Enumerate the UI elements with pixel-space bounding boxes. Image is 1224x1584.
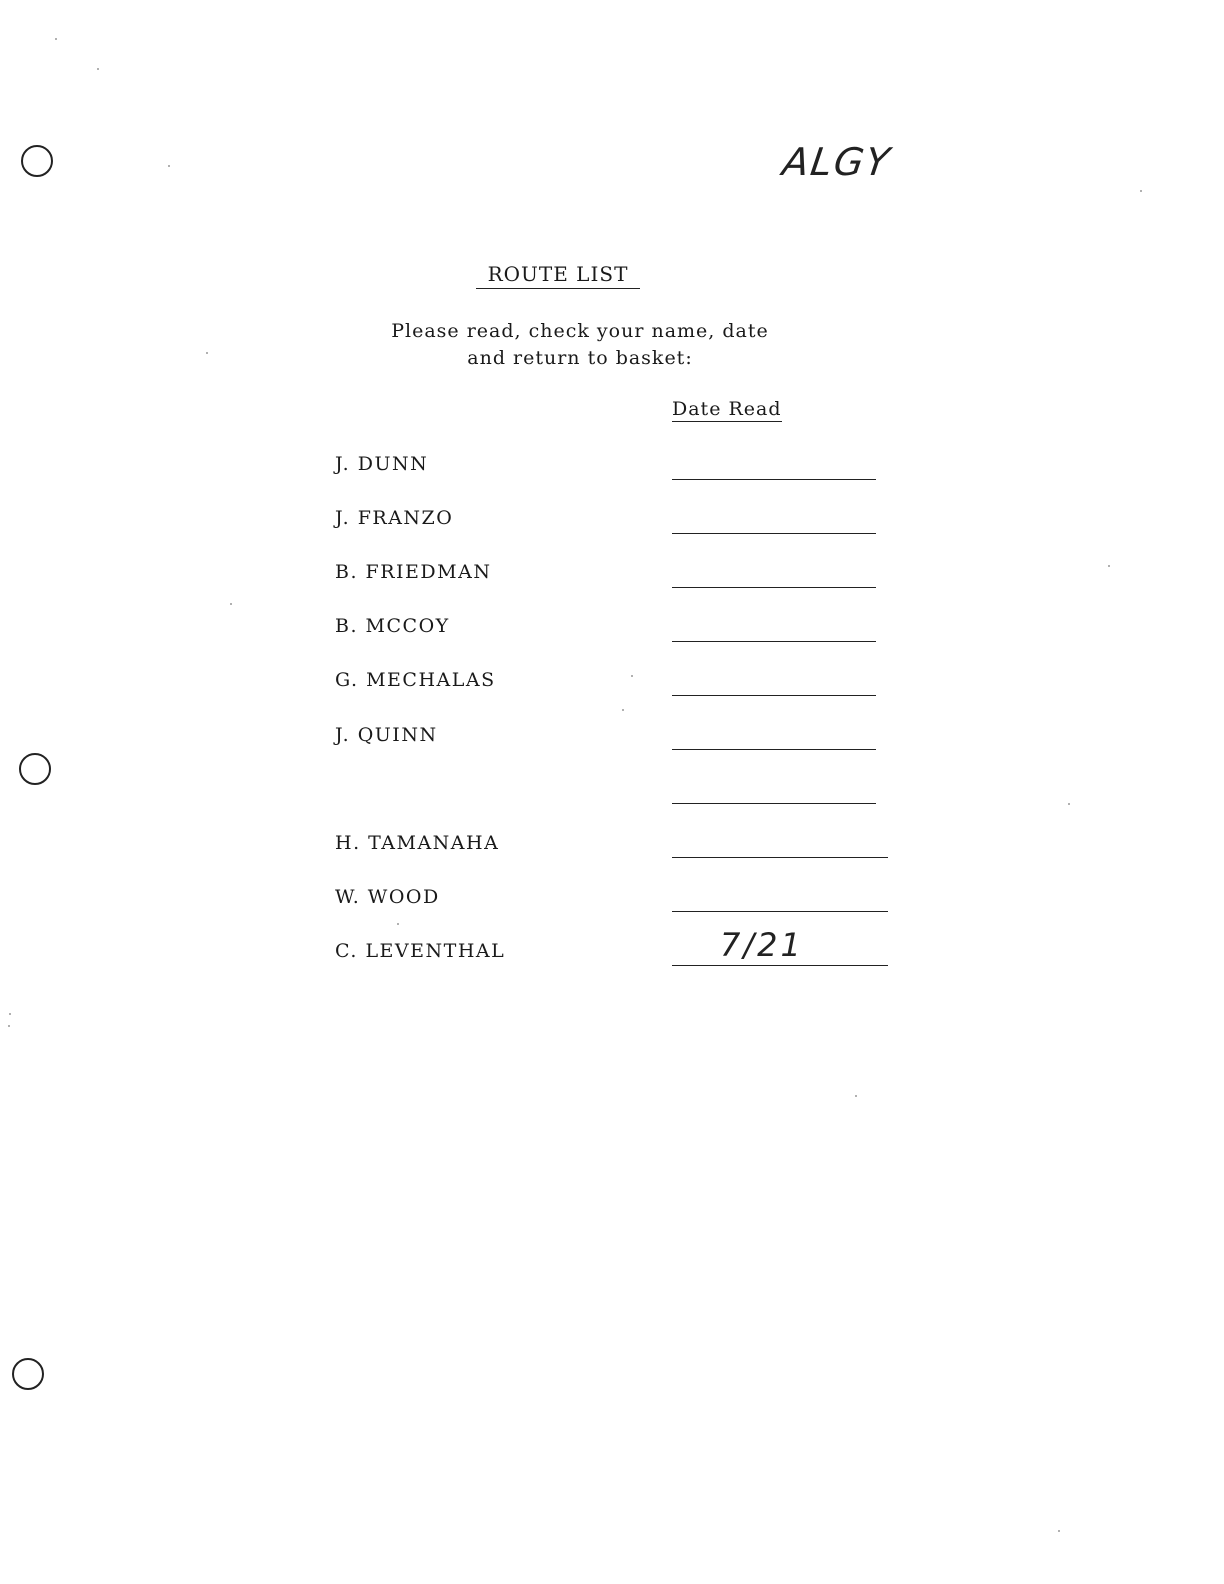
scan-speck bbox=[631, 675, 633, 677]
instruction-line-2: and return to basket: bbox=[467, 347, 693, 369]
date-line-friedman bbox=[672, 587, 876, 588]
date-line-wood bbox=[672, 911, 888, 912]
instruction-line-1: Please read, check your name, date bbox=[391, 320, 769, 342]
scan-speck bbox=[855, 1095, 857, 1097]
scan-speck bbox=[1140, 190, 1142, 192]
scan-speck bbox=[206, 352, 208, 354]
scan-speck bbox=[55, 38, 57, 40]
scan-speck bbox=[230, 603, 232, 605]
route-name-mechalas: G. MECHALAS bbox=[335, 669, 496, 691]
date-line-franzo bbox=[672, 533, 876, 534]
date-line-tamanaha bbox=[672, 857, 888, 858]
punch-hole-middle bbox=[19, 753, 51, 785]
route-name-dunn: J. DUNN bbox=[335, 453, 429, 475]
scan-speck bbox=[622, 709, 624, 711]
scan-speck bbox=[1058, 1530, 1060, 1532]
date-line-mechalas bbox=[672, 695, 876, 696]
date-line-dunn bbox=[672, 479, 876, 480]
scan-speck bbox=[9, 1013, 11, 1015]
instructions bbox=[330, 318, 830, 372]
handwritten-date-leventhal: 7/21 bbox=[720, 926, 804, 964]
scan-speck bbox=[8, 1025, 10, 1027]
page-title: ROUTE LIST bbox=[476, 262, 640, 289]
punch-hole-bottom bbox=[12, 1358, 44, 1390]
route-name-franzo: J. FRANZO bbox=[335, 507, 454, 529]
route-name-wood: W. WOOD bbox=[335, 886, 440, 908]
date-line-blank bbox=[672, 803, 876, 804]
scan-speck bbox=[397, 923, 399, 925]
route-name-friedman: B. FRIEDMAN bbox=[335, 561, 492, 583]
date-line-quinn bbox=[672, 749, 876, 750]
date-line-mccoy bbox=[672, 641, 876, 642]
scan-speck bbox=[97, 68, 99, 70]
route-name-mccoy: B. MCCOY bbox=[335, 615, 450, 637]
date-line-leventhal bbox=[672, 965, 888, 966]
route-name-leventhal: C. LEVENTHAL bbox=[335, 940, 506, 962]
route-name-quinn: J. QUINN bbox=[335, 724, 438, 746]
scan-speck bbox=[168, 165, 170, 167]
punch-hole-top bbox=[21, 145, 53, 177]
handwritten-corner-note: ALGY bbox=[779, 140, 894, 184]
date-read-header: Date Read bbox=[672, 398, 782, 420]
scan-speck bbox=[1108, 565, 1110, 567]
scan-speck bbox=[1068, 803, 1070, 805]
route-name-tamanaha: H. TAMANAHA bbox=[335, 832, 500, 854]
